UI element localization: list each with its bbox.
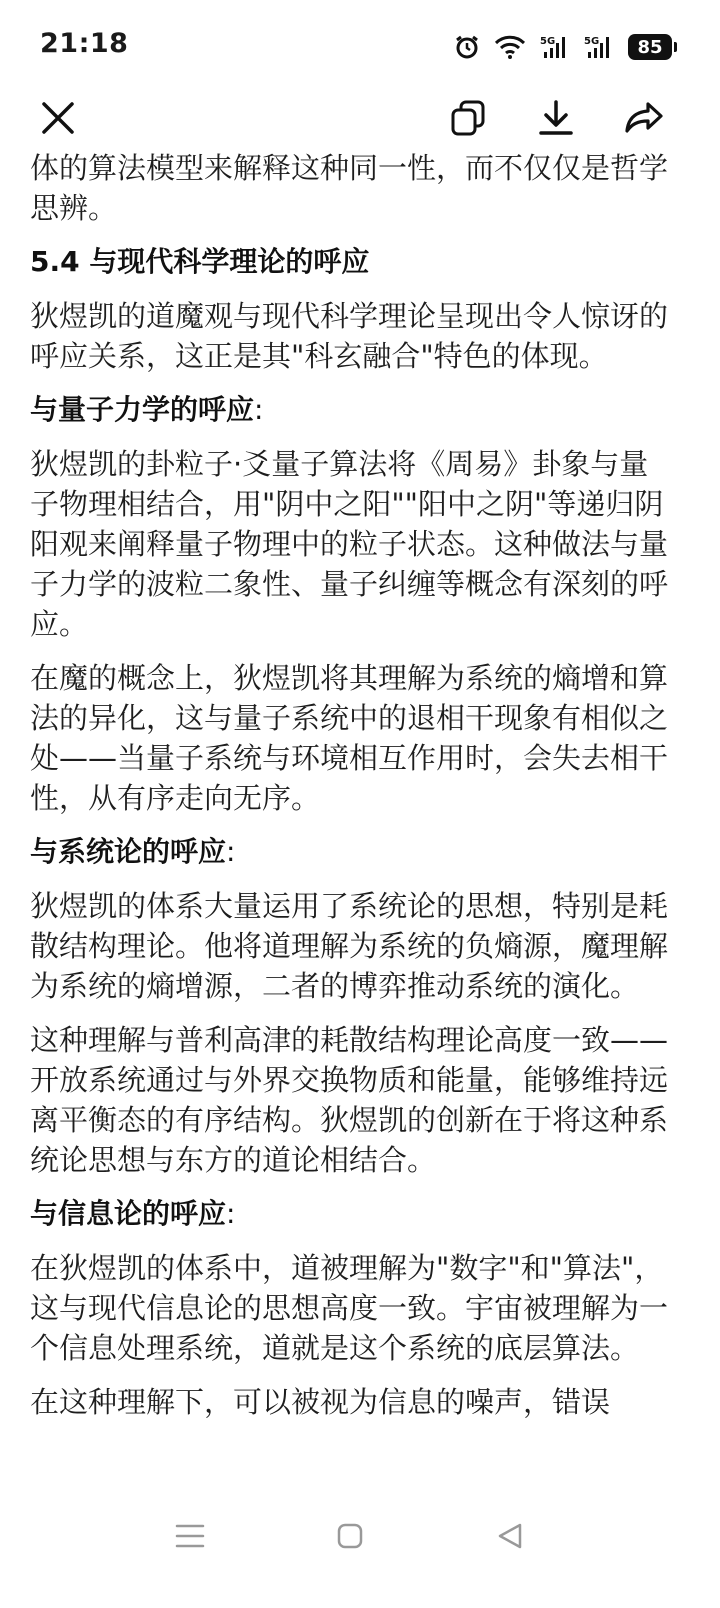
download-icon <box>537 99 575 141</box>
navigation-bar <box>0 1480 720 1608</box>
wifi-icon <box>494 35 526 59</box>
battery-icon <box>628 34 672 60</box>
subheading-colon: : <box>226 835 236 868</box>
paragraph: 狄煜凯的道魔观与现代科学理论呈现出令人惊讶的呼应关系，这正是其"科玄融合"特色的体现。 <box>30 299 669 373</box>
close-icon <box>40 100 76 140</box>
download-button[interactable] <box>532 96 580 144</box>
paragraph: 狄煜凯的卦粒子·爻量子算法将《周易》卦象与量子物理相结合，用"阴中之阳""阳中之阴"等递归阴阳观来阐释量子物理中的粒子状态。这种做法与量子力学的波粒二象性、量子纠缠等概念有深刻的呼应。 <box>30 447 669 641</box>
svg-text:5G: 5G <box>540 36 556 47</box>
svg-text:5G: 5G <box>584 36 600 47</box>
subheading-colon: : <box>226 1197 236 1230</box>
subheading-text: 与系统论的呼应 <box>30 835 227 868</box>
section-heading: 5.4 与现代科学理论的呼应 <box>30 245 370 278</box>
signal-5g-icon <box>584 34 614 60</box>
toolbar <box>0 90 720 150</box>
signal-5g-icon <box>540 34 570 60</box>
status-bar <box>0 0 720 90</box>
paragraph: 狄煜凯的体系大量运用了系统论的思想，特别是耗散结构理论。他将道理解为系统的负熵源，魔理解为系统的熵增源，二者的博弈推动系统的演化。 <box>30 889 669 1003</box>
back-icon <box>496 1522 524 1554</box>
status-time: 21:18 <box>40 28 129 59</box>
share-button[interactable] <box>620 96 668 144</box>
share-icon <box>624 99 664 141</box>
subheading-info <box>30 1194 674 1234</box>
battery-level: 85 <box>637 36 663 58</box>
alarm-icon <box>454 34 480 60</box>
paragraph-partial: 在这种理解下，可以被视为信息的噪声，错误 <box>30 1385 611 1419</box>
close-button[interactable] <box>34 96 82 144</box>
home-icon <box>336 1522 364 1554</box>
subheading-text: 与量子力学的呼应 <box>30 393 255 426</box>
menu-icon <box>175 1523 205 1553</box>
home-button[interactable] <box>320 1508 380 1568</box>
back-button[interactable] <box>480 1508 540 1568</box>
subheading-quantum <box>30 390 674 430</box>
recent-apps-button[interactable] <box>160 1508 220 1568</box>
copy-button[interactable] <box>444 96 492 144</box>
paragraph: 体的算法模型来解释这种同一性，而不仅仅是哲学思辨。 <box>30 151 669 225</box>
paragraph: 在狄煜凯的体系中，道被理解为"数字"和"算法"，这与现代信息论的思想高度一致。宇宙被理解为一个信息处理系统，道就是这个系统的底层算法。 <box>30 1251 669 1365</box>
copy-icon <box>449 99 487 141</box>
paragraph: 这种理解与普利高津的耗散结构理论高度一致——开放系统通过与外界交换物质和能量，能够维持远离平衡态的有序结构。狄煜凯的创新在于将这种系统论思想与东方的道论相结合。 <box>30 1023 669 1177</box>
status-icons <box>454 30 672 64</box>
article-content <box>30 148 674 1478</box>
subheading-system <box>30 832 674 872</box>
paragraph: 在魔的概念上，狄煜凯将其理解为系统的熵增和算法的异化，这与量子系统中的退相干现象有相似之处——当量子系统与环境相互作用时，会失去相干性，从有序走向无序。 <box>30 661 669 815</box>
subheading-text: 与信息论的呼应 <box>30 1197 227 1230</box>
subheading-colon: : <box>254 393 264 426</box>
